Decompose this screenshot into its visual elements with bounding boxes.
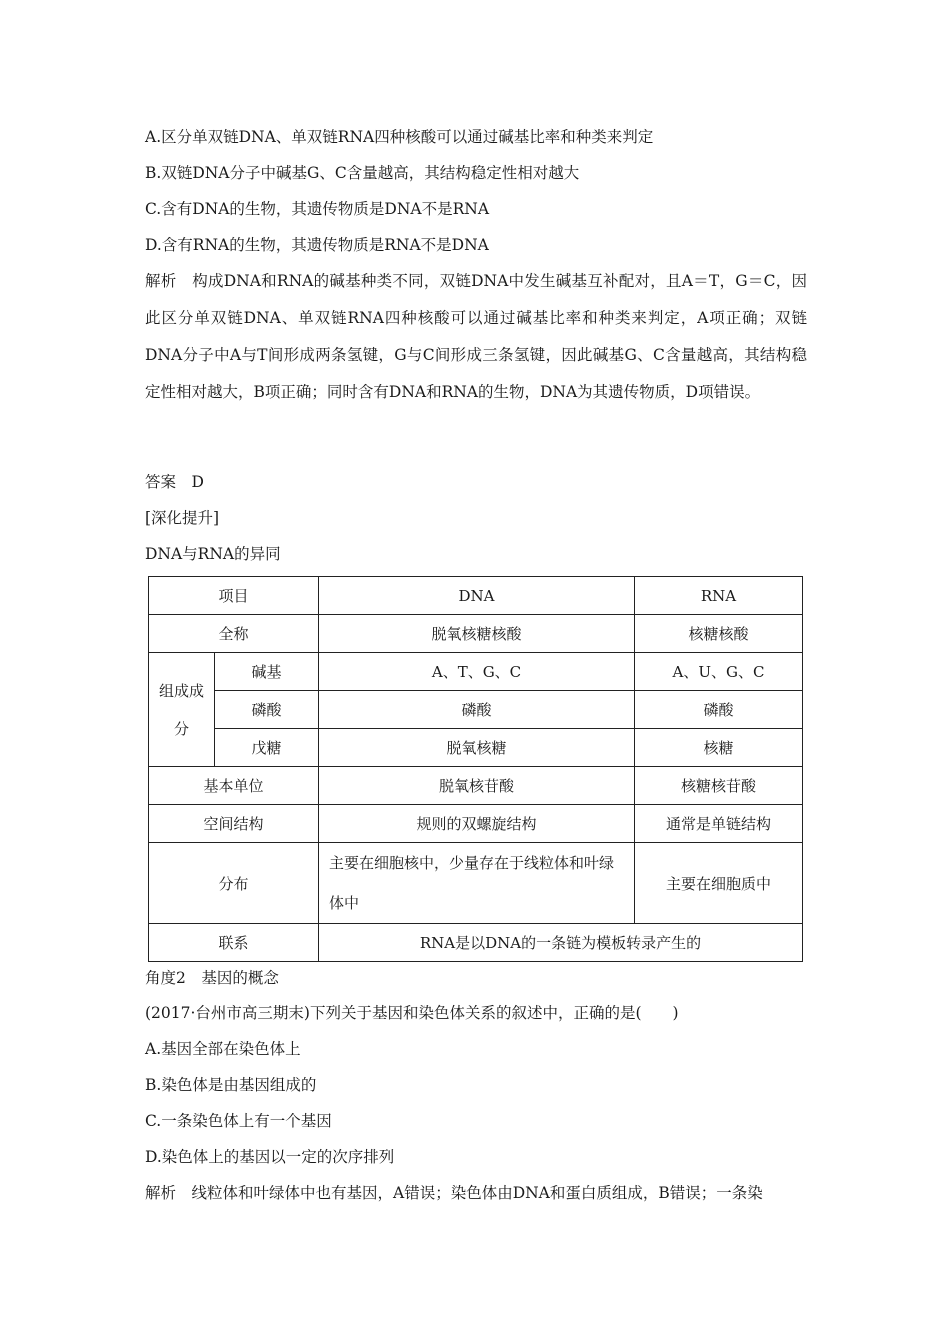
table-cell-dna: 主要在细胞核中，少量存在于线粒体和叶绿体中 — [319, 843, 635, 924]
table-cell-rna: 核糖 — [635, 729, 803, 767]
table-cell-rna: 核糖核酸 — [635, 615, 803, 653]
q1-option-d: D.含有RNA的生物，其遗传物质是RNA不是DNA — [145, 236, 489, 254]
table-cell-dna: 脱氧核苷酸 — [319, 767, 635, 805]
table-cell-dna: 磷酸 — [319, 691, 635, 729]
table-cell-rna: 通常是单链结构 — [635, 805, 803, 843]
table-header-rna: RNA — [635, 577, 803, 615]
table-cell-label: 联系 — [149, 924, 319, 962]
q1-analysis: 解析 构成DNA和RNA的碱基种类不同，双链DNA中发生碱基互补配对，且A＝T，G＝C，因此区分单双链DNA、单双链RNA四种核酸可以通过碱基比率和种类来判定，A项正确；双链DNA分子中A与T间形成两条氢键，G与C间形成三条氢键，因此碱基G、C含量越高，其结构稳定性相对越大，B项正确；同时含有DNA和RNA的生物，DNA为其遗传物质，D项错误。 — [145, 272, 807, 401]
table-cell-label: 空间结构 — [149, 805, 319, 843]
table-row-sugar — [149, 729, 803, 767]
table-row-relation — [149, 924, 803, 962]
table-cell-label: 碱基 — [215, 653, 319, 691]
table-cell-relation: RNA是以DNA的一条链为模板转录产生的 — [319, 924, 803, 962]
q2-option-c: C.一条染色体上有一个基因 — [145, 1112, 332, 1130]
table-cell-dna: A、T、G、C — [319, 653, 635, 691]
table-row-header — [149, 577, 803, 615]
q1-option-b: B.双链DNA分子中碱基G、C含量越高，其结构稳定性相对越大 — [145, 164, 580, 182]
angle-heading: 角度2 基因的概念 — [145, 969, 279, 987]
table-title: DNA与RNA的异同 — [145, 545, 281, 563]
q2-analysis: 解析 线粒体和叶绿体中也有基因，A错误；染色体由DNA和蛋白质组成，B错误；一条染 — [145, 1184, 763, 1202]
table-row-distribution — [149, 843, 803, 924]
q2-option-a: A.基因全部在染色体上 — [145, 1040, 301, 1058]
table-cell-label: 戊糖 — [215, 729, 319, 767]
table-header-dna: DNA — [319, 577, 635, 615]
table-cell-rna: 主要在细胞质中 — [635, 843, 803, 924]
table-cell-rna: 磷酸 — [635, 691, 803, 729]
table-cell-dna: 脱氧核糖核酸 — [319, 615, 635, 653]
table-cell-composition-label: 组成成分 — [149, 653, 215, 767]
table-cell-label: 磷酸 — [215, 691, 319, 729]
table-cell-label: 分布 — [149, 843, 319, 924]
table-row-structure — [149, 805, 803, 843]
table-row-phosphate — [149, 691, 803, 729]
table-cell-dna: 脱氧核糖 — [319, 729, 635, 767]
q2-stem: (2017·台州市高三期末)下列关于基因和染色体关系的叙述中，正确的是( ) — [145, 1004, 679, 1022]
table-row-unit — [149, 767, 803, 805]
table-cell-label: 基本单位 — [149, 767, 319, 805]
table-cell-rna: A、U、G、C — [635, 653, 803, 691]
table-header-item: 项目 — [149, 577, 319, 615]
q2-option-d: D.染色体上的基因以一定的次序排列 — [145, 1148, 395, 1166]
table-row-base — [149, 653, 803, 691]
table-cell-rna: 核糖核苷酸 — [635, 767, 803, 805]
table-row-full-name — [149, 615, 803, 653]
q1-option-c: C.含有DNA的生物，其遗传物质是DNA不是RNA — [145, 200, 490, 218]
q1-answer: 答案 D — [145, 473, 204, 491]
deepen-heading: [深化提升] — [145, 509, 220, 527]
table-cell-label: 全称 — [149, 615, 319, 653]
dna-rna-comparison-table — [148, 576, 803, 962]
q2-option-b: B.染色体是由基因组成的 — [145, 1076, 317, 1094]
q1-option-a: A.区分单双链DNA、单双链RNA四种核酸可以通过碱基比率和种类来判定 — [145, 128, 654, 146]
table-cell-dna: 规则的双螺旋结构 — [319, 805, 635, 843]
